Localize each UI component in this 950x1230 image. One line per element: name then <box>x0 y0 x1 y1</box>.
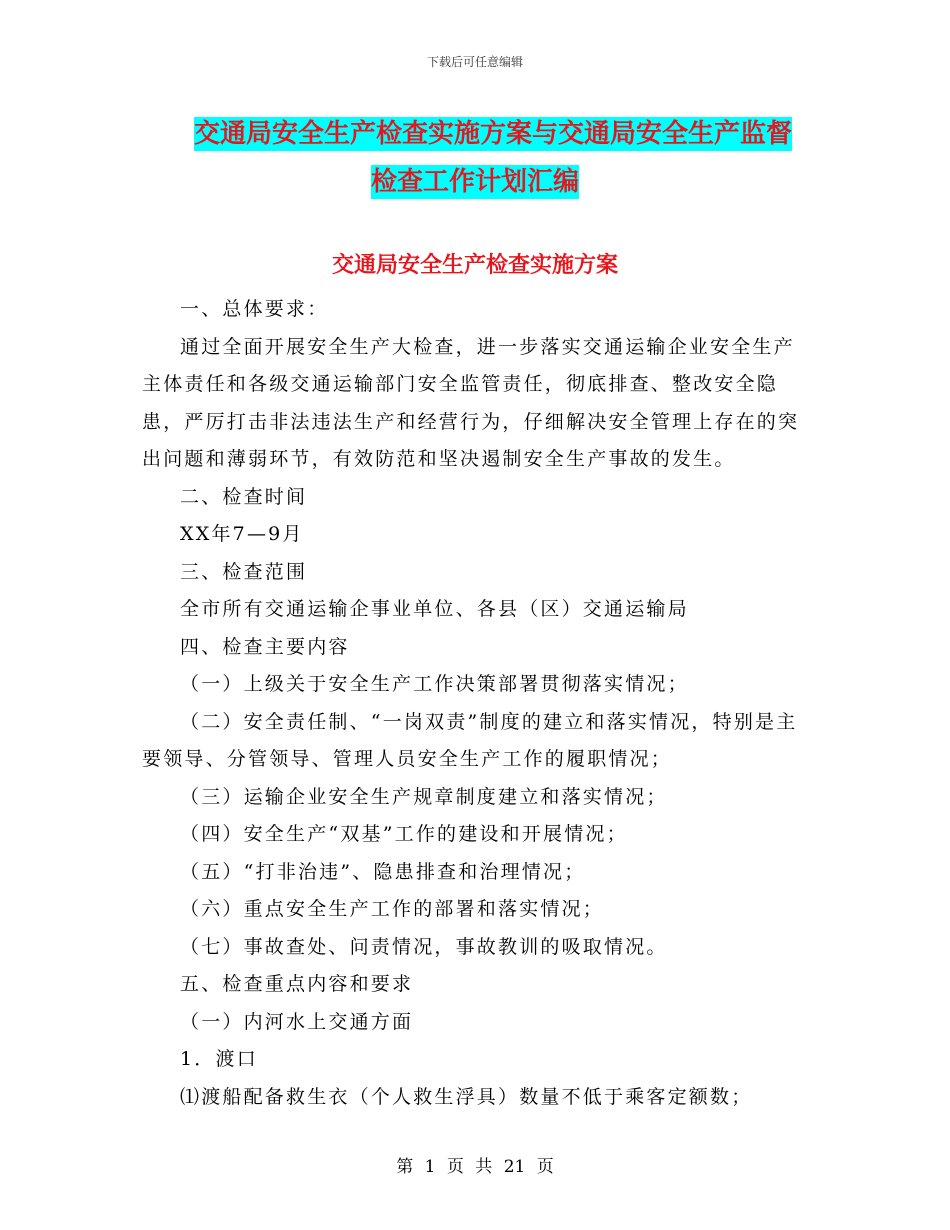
paragraph: （四）安全生产“双基”工作的建设和开展情况； <box>180 823 628 845</box>
paragraph: （七）事故查处、问责情况，事故教训的吸取情况。 <box>180 935 668 958</box>
document-body <box>142 291 802 1116</box>
paragraph: 四、检查主要内容 <box>180 635 350 658</box>
header-note: 下载后可任意编辑 <box>426 55 523 69</box>
document-title-line-1: 交通局安全生产检查实施方案与交通局安全生产监督 <box>194 119 793 149</box>
section-title: 交通局安全生产检查实施方案 <box>331 252 618 278</box>
paragraph: 1．渡口 <box>180 1048 258 1070</box>
paragraph: 三、检查范围 <box>180 560 308 583</box>
document-title <box>140 110 810 206</box>
paragraph: （一）上级关于安全生产工作决策部署贯彻落实情况； <box>180 673 689 695</box>
paragraph: ⑴渡船配备救生衣（个人救生浮具）数量不低于乘客定额数； <box>180 1085 753 1108</box>
paragraph: 通过全面开展安全生产大检查，进一步落实交通运输企业安全生产主体责任和各级交通运输部门安全监管责任，彻底排查、整改安全隐患，严厉打击非法违法生产和经营行为，仔细解决安全管理上存在的突出问题和薄弱环节，有效防范和坚决遏制安全生产事故的发生。 <box>142 335 800 470</box>
page-footer: 第 1 页 共 21 页 <box>396 1157 554 1177</box>
paragraph: （五）“打非治违”、隐患排查和治理情况； <box>180 860 586 883</box>
paragraph: （一）内河水上交通方面 <box>180 1010 414 1033</box>
paragraph: 二、检查时间 <box>180 485 308 508</box>
paragraph: （三）运输企业安全生产规章制度建立和落实情况； <box>180 785 668 808</box>
paragraph: 全市所有交通运输企事业单位、各县（区）交通运输局 <box>180 598 689 620</box>
document-title-line-2: 检查工作计划汇编 <box>370 167 579 197</box>
paragraph: （六）重点安全生产工作的部署和落实情况； <box>180 898 605 920</box>
paragraph: （二）安全责任制、“一岗双责”制度的建立和落实情况，特别是主要领导、分管领导、管理人员安全生产工作的履职情况； <box>142 710 798 770</box>
paragraph: 一、总体要求： <box>180 298 329 320</box>
paragraph: 五、检查重点内容和要求 <box>180 973 414 995</box>
paragraph: XX年7—9月 <box>180 523 304 545</box>
